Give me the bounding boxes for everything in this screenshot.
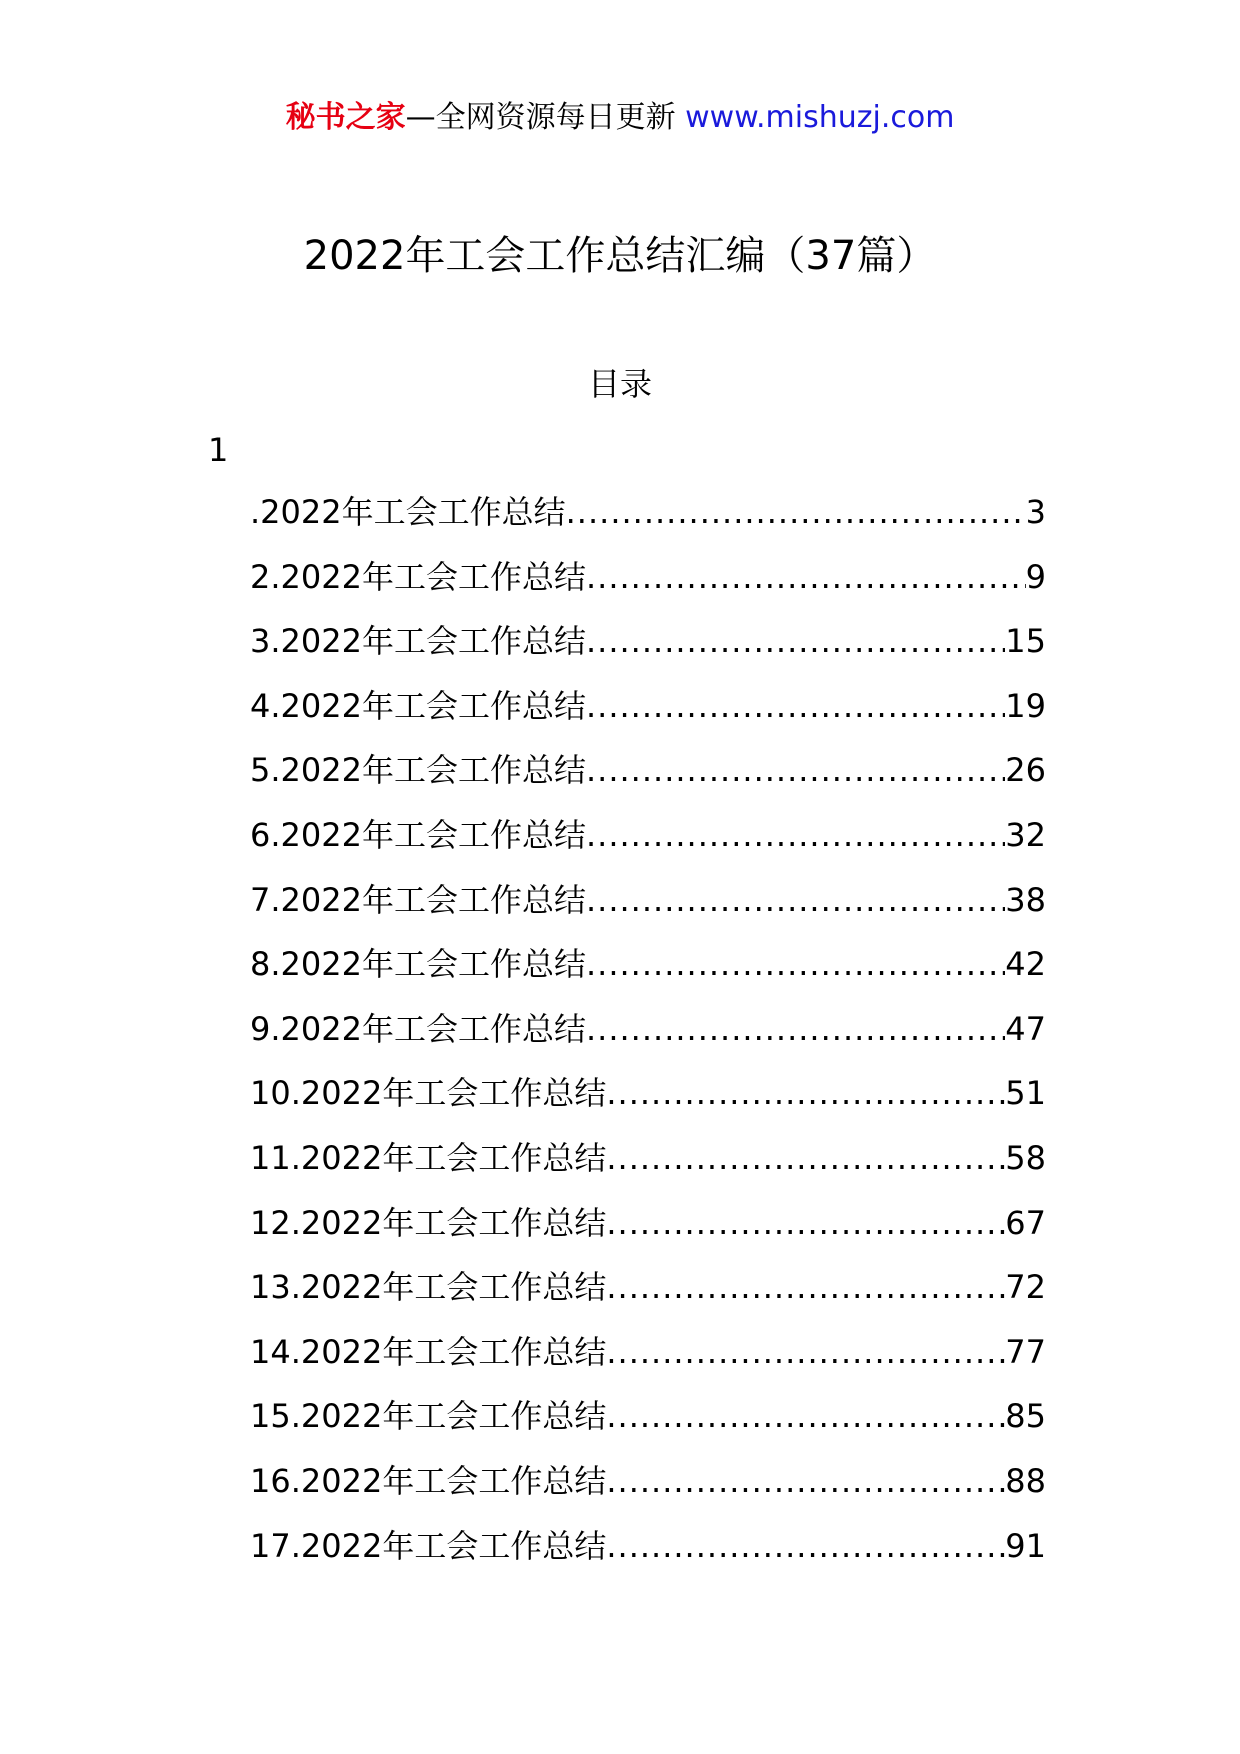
toc-entry-page: 67 (1005, 1203, 1046, 1242)
toc-dot-leader (586, 813, 1005, 857)
toc-dot-leader (586, 684, 1005, 728)
toc-entry-page: 9 (1025, 557, 1046, 596)
toc-entry-page: 91 (1005, 1526, 1046, 1565)
toc-dot-leader (606, 1071, 1005, 1115)
toc-entry-label: 4.2022年工会工作总结 (250, 686, 586, 725)
toc-entry[interactable] (250, 942, 1046, 1007)
toc-entry[interactable] (250, 1201, 1046, 1266)
toc-entry-page: 58 (1005, 1138, 1046, 1177)
toc-entry-label: 5.2022年工会工作总结 (250, 751, 586, 790)
toc-entry-page: 51 (1005, 1074, 1046, 1113)
toc-entry[interactable] (250, 1394, 1046, 1459)
toc-entry-page: 88 (1005, 1461, 1046, 1500)
toc-entry[interactable] (250, 878, 1046, 943)
toc-dot-leader (606, 1265, 1005, 1309)
toc-dot-leader (586, 878, 1005, 922)
toc-entry[interactable] (250, 555, 1046, 620)
toc-dot-leader (606, 1136, 1005, 1180)
toc-entry-label: 14.2022年工会工作总结 (250, 1332, 607, 1371)
toc-entry[interactable] (250, 619, 1046, 684)
toc-entry-page: 42 (1005, 945, 1046, 984)
toc-dot-leader (586, 942, 1005, 986)
toc-entry-label: 9.2022年工会工作总结 (250, 1009, 586, 1048)
toc-entry-page: 38 (1005, 880, 1046, 919)
toc-dot-leader (566, 490, 1026, 534)
toc-dot-leader (606, 1330, 1005, 1374)
toc-entry[interactable] (250, 684, 1046, 749)
toc-entry-label: 10.2022年工会工作总结 (250, 1074, 607, 1113)
toc-entry[interactable] (250, 1071, 1046, 1136)
toc-entry[interactable] (250, 813, 1046, 878)
toc-entry-label: 15.2022年工会工作总结 (250, 1397, 607, 1436)
toc-entry-label: 16.2022年工会工作总结 (250, 1461, 607, 1500)
toc-entry-page: 15 (1005, 622, 1046, 661)
toc-entry-page: 85 (1005, 1397, 1046, 1436)
toc-entry-label: 3.2022年工会工作总结 (250, 622, 586, 661)
toc-entry-page: 19 (1005, 686, 1046, 725)
toc-entry[interactable] (250, 1524, 1046, 1589)
toc-entry-label: 13.2022年工会工作总结 (250, 1268, 607, 1307)
toc-entry[interactable] (250, 1136, 1046, 1201)
toc-dot-leader (606, 1201, 1005, 1245)
toc-entry-page: 26 (1005, 751, 1046, 790)
toc-dot-leader (586, 619, 1005, 663)
toc-entry-label: 12.2022年工会工作总结 (250, 1203, 607, 1242)
toc-entry-page: 72 (1005, 1268, 1046, 1307)
toc-entry-label: 6.2022年工会工作总结 (250, 815, 586, 854)
toc-dot-leader (606, 1524, 1005, 1568)
toc-list (250, 490, 1046, 1588)
toc-entry[interactable] (250, 1007, 1046, 1072)
brand-name: 秘书之家 (285, 100, 406, 135)
toc-entry-page: 47 (1005, 1009, 1046, 1048)
toc-dot-leader (586, 748, 1005, 792)
toc-entry-label: 7.2022年工会工作总结 (250, 880, 586, 919)
toc-entry-page: 77 (1005, 1332, 1046, 1371)
site-header (0, 96, 1240, 140)
toc-entry[interactable] (250, 490, 1046, 555)
toc-entry-label: 11.2022年工会工作总结 (250, 1138, 607, 1177)
toc-dot-leader (606, 1394, 1005, 1438)
toc-entry-page: 3 (1025, 493, 1046, 531)
toc-entry-label: .2022年工会工作总结 (250, 493, 566, 531)
document-title: 2022年工会工作总结汇编（37篇） (303, 233, 937, 279)
toc-stray-number: 1 (208, 431, 229, 469)
toc-entry-label: 8.2022年工会工作总结 (250, 945, 586, 984)
toc-entry[interactable] (250, 1265, 1046, 1330)
toc-entry-page: 32 (1005, 815, 1046, 854)
toc-dot-leader (586, 555, 1026, 599)
site-url-link[interactable]: www.mishuzj.com (685, 100, 955, 135)
toc-entry-label: 17.2022年工会工作总结 (250, 1526, 607, 1565)
toc-entry[interactable] (250, 748, 1046, 813)
toc-heading: 目录 (587, 365, 652, 403)
header-slogan: —全网资源每日更新 (405, 100, 676, 135)
toc-dot-leader (606, 1459, 1005, 1503)
toc-entry[interactable] (250, 1459, 1046, 1524)
toc-entry-label: 2.2022年工会工作总结 (250, 557, 586, 596)
toc-dot-leader (586, 1007, 1005, 1051)
toc-entry[interactable] (250, 1330, 1046, 1395)
